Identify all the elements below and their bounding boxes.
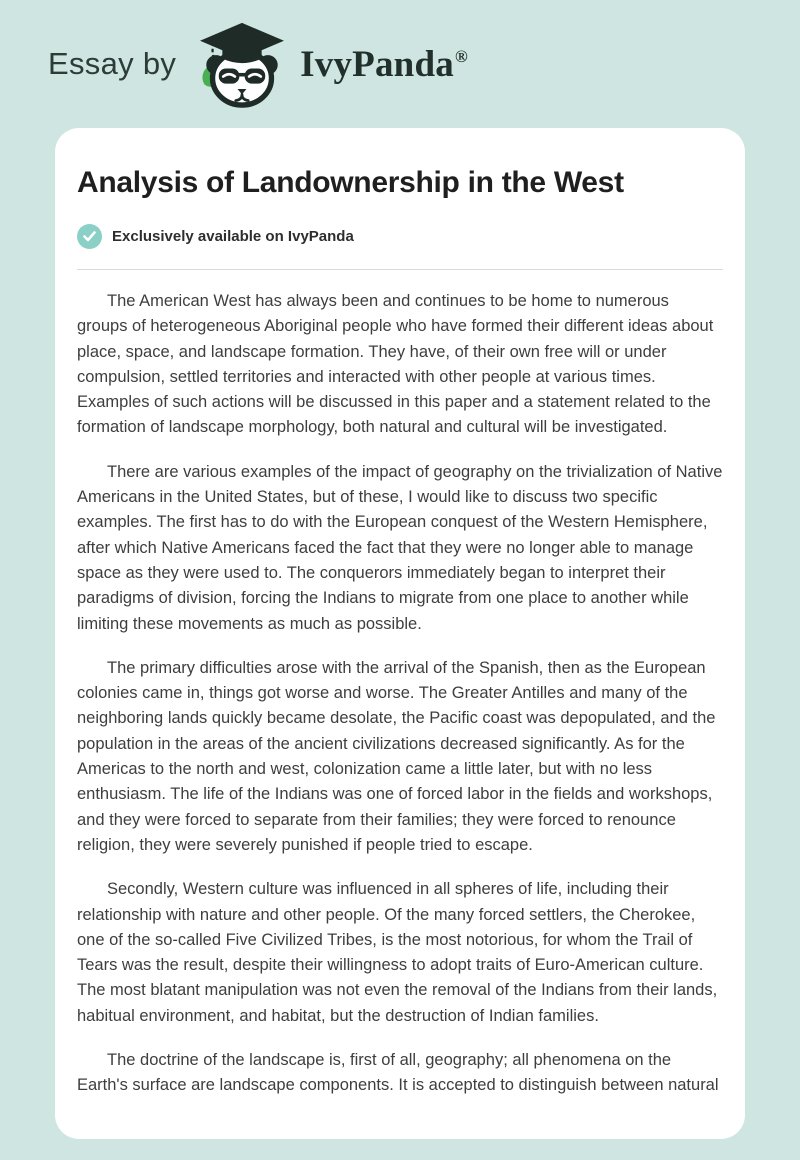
header-prefix: Essay by bbox=[48, 46, 177, 81]
site-header bbox=[0, 0, 800, 128]
exclusive-badge bbox=[77, 224, 723, 249]
registered-mark: ® bbox=[454, 46, 468, 66]
ivypanda-logo bbox=[192, 18, 292, 110]
brand-name bbox=[300, 43, 468, 86]
checkmark-icon bbox=[77, 224, 102, 249]
essay-paragraph-5: The doctrine of the landscape is, first of all, geography; all phenomena on the Earth's surface are landscape components. It is accepted to distinguish between natural bbox=[77, 1051, 719, 1095]
essay-paragraph-3: The primary difficulties arose with the arrival of the Spanish, then as the European colonies came in, things got worse and worse. The Greater Antilles and many of the neighboring lands quickly became desolate, the Pacific coast was depopulated, and the population in the areas of the ancient civilizations decreased significantly. As for the Americas to the north and west, colonization came a little later, but with no less enthusiasm. The life of the Indians was one of forced labor in the fields and workshops, and they were forced to separate from their families; they were forced to renounce religion, they were severely punished if people tried to escape. bbox=[77, 658, 716, 854]
panda-graduate-icon bbox=[192, 18, 292, 110]
divider bbox=[77, 269, 723, 270]
brand-text: IvyPanda bbox=[300, 43, 454, 85]
essay-paragraph-1: The American West has always been and continues to be home to numerous groups of heterogeneous Aboriginal people who have formed their different ideas about place, space, and landscape formation. They have, of their own free will or under compulsion, settled territories and interacted with other people at various times. Examples of such actions will be discussed in this paper and a statement related to the formation of landscape morphology, both natural and cultural will be investigated. bbox=[77, 292, 714, 437]
essay-paragraph-2: There are various examples of the impact of geography on the trivialization of Native Americans in the United States, but of these, I would like to discuss two specific examples. The first has to do with the European conquest of the Western Hemisphere, after which Native Americans faced the fact that they were no longer able to manage space as they were used to. The conquerors immediately began to interpret their paradigms of division, forcing the Indians to migrate from one place to another while limiting these movements as much as possible. bbox=[77, 462, 723, 633]
essay-title: Analysis of Landownership in the West bbox=[77, 166, 624, 199]
badge-label: Exclusively available on IvyPanda bbox=[112, 228, 354, 245]
essay-paragraph-4: Secondly, Western culture was influenced in all spheres of life, including their relationship with nature and other people. Of the many forced settlers, the Cherokee, one of the so-called Five Civilized Tribes, is the most notorious, for whom the Trail of Tears was the result, despite their willingness to adopt traits of Euro-American culture. The most blatant manipulation was not even the removal of the Indians from their lands, habitual environment, and habitat, but the destruction of Indian families. bbox=[77, 880, 718, 1025]
essay-card bbox=[55, 128, 745, 1139]
